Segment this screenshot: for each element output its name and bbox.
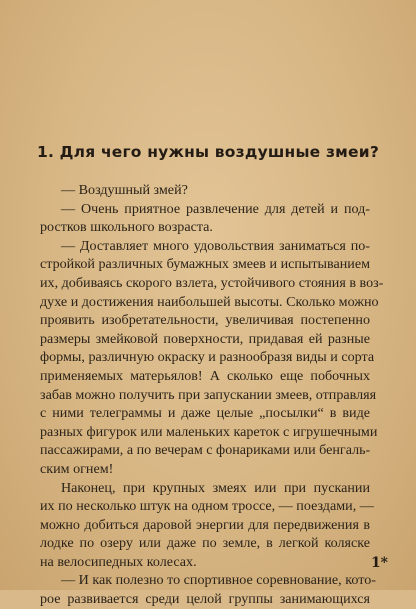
text-line: ским огнем! bbox=[40, 460, 114, 477]
text-line: — Воздушный змей? bbox=[61, 182, 188, 198]
text-line: Наконец, при крупных змеях или при пускании bbox=[61, 479, 370, 496]
text-line: — Доставляет много удовольствия заниматься по- bbox=[61, 237, 370, 254]
text-line: применяемых матерьялов! А сколько еще побочных bbox=[40, 367, 370, 384]
text-line: размеры змейковой поверхности, придавая ей разные bbox=[40, 330, 370, 347]
page-number: 1* bbox=[370, 555, 388, 571]
text-line: формы, различную окраску и разнообразя виды и сорта bbox=[40, 349, 375, 366]
text-line: с ними телеграммы и даже целые „посылки“ в виде bbox=[40, 405, 370, 422]
text-line: лодке по озеру или даже по земле, в легкой коляске bbox=[40, 535, 370, 552]
text-line: их по несколько штук на одном троссе, — поездами, — bbox=[40, 498, 374, 515]
text-line: можно добиться даровой энергии для передвижения в bbox=[40, 516, 370, 533]
text-line: рое развивается среди целой группы занимающихся bbox=[40, 591, 370, 608]
text-line: — Очень приятное развлечение для детей и под- bbox=[61, 200, 370, 217]
text-line: духе и достижения наибольшей высоты. Сколько можно bbox=[40, 293, 379, 310]
text-line: — И как полезно то спортивное соревнование, кото- bbox=[61, 572, 376, 589]
text-line: стройкой различных бумажных змеев и испытыванием bbox=[40, 256, 370, 273]
text-line: их, добиваясь скорого взлета, устойчивого стояния в воз- bbox=[40, 274, 384, 291]
text-line: проявить изобретательности, увеличивая постепенно bbox=[40, 312, 370, 329]
body-text bbox=[40, 181, 384, 609]
text-line: пассажирами, а по вечерам с фонариками или бенгаль- bbox=[40, 442, 371, 459]
text-line: на велосипедных колесах. bbox=[40, 553, 197, 570]
chapter-heading: 1. Для чего нужны воздушные змеи? bbox=[36, 143, 380, 161]
text-line: забав можно получить при запускании змеев, отправляя bbox=[40, 386, 377, 403]
text-line: ростков школьного возраста. bbox=[40, 219, 213, 236]
text-line: разных фигурок или маленьких кареток с игрушечными bbox=[40, 423, 378, 440]
